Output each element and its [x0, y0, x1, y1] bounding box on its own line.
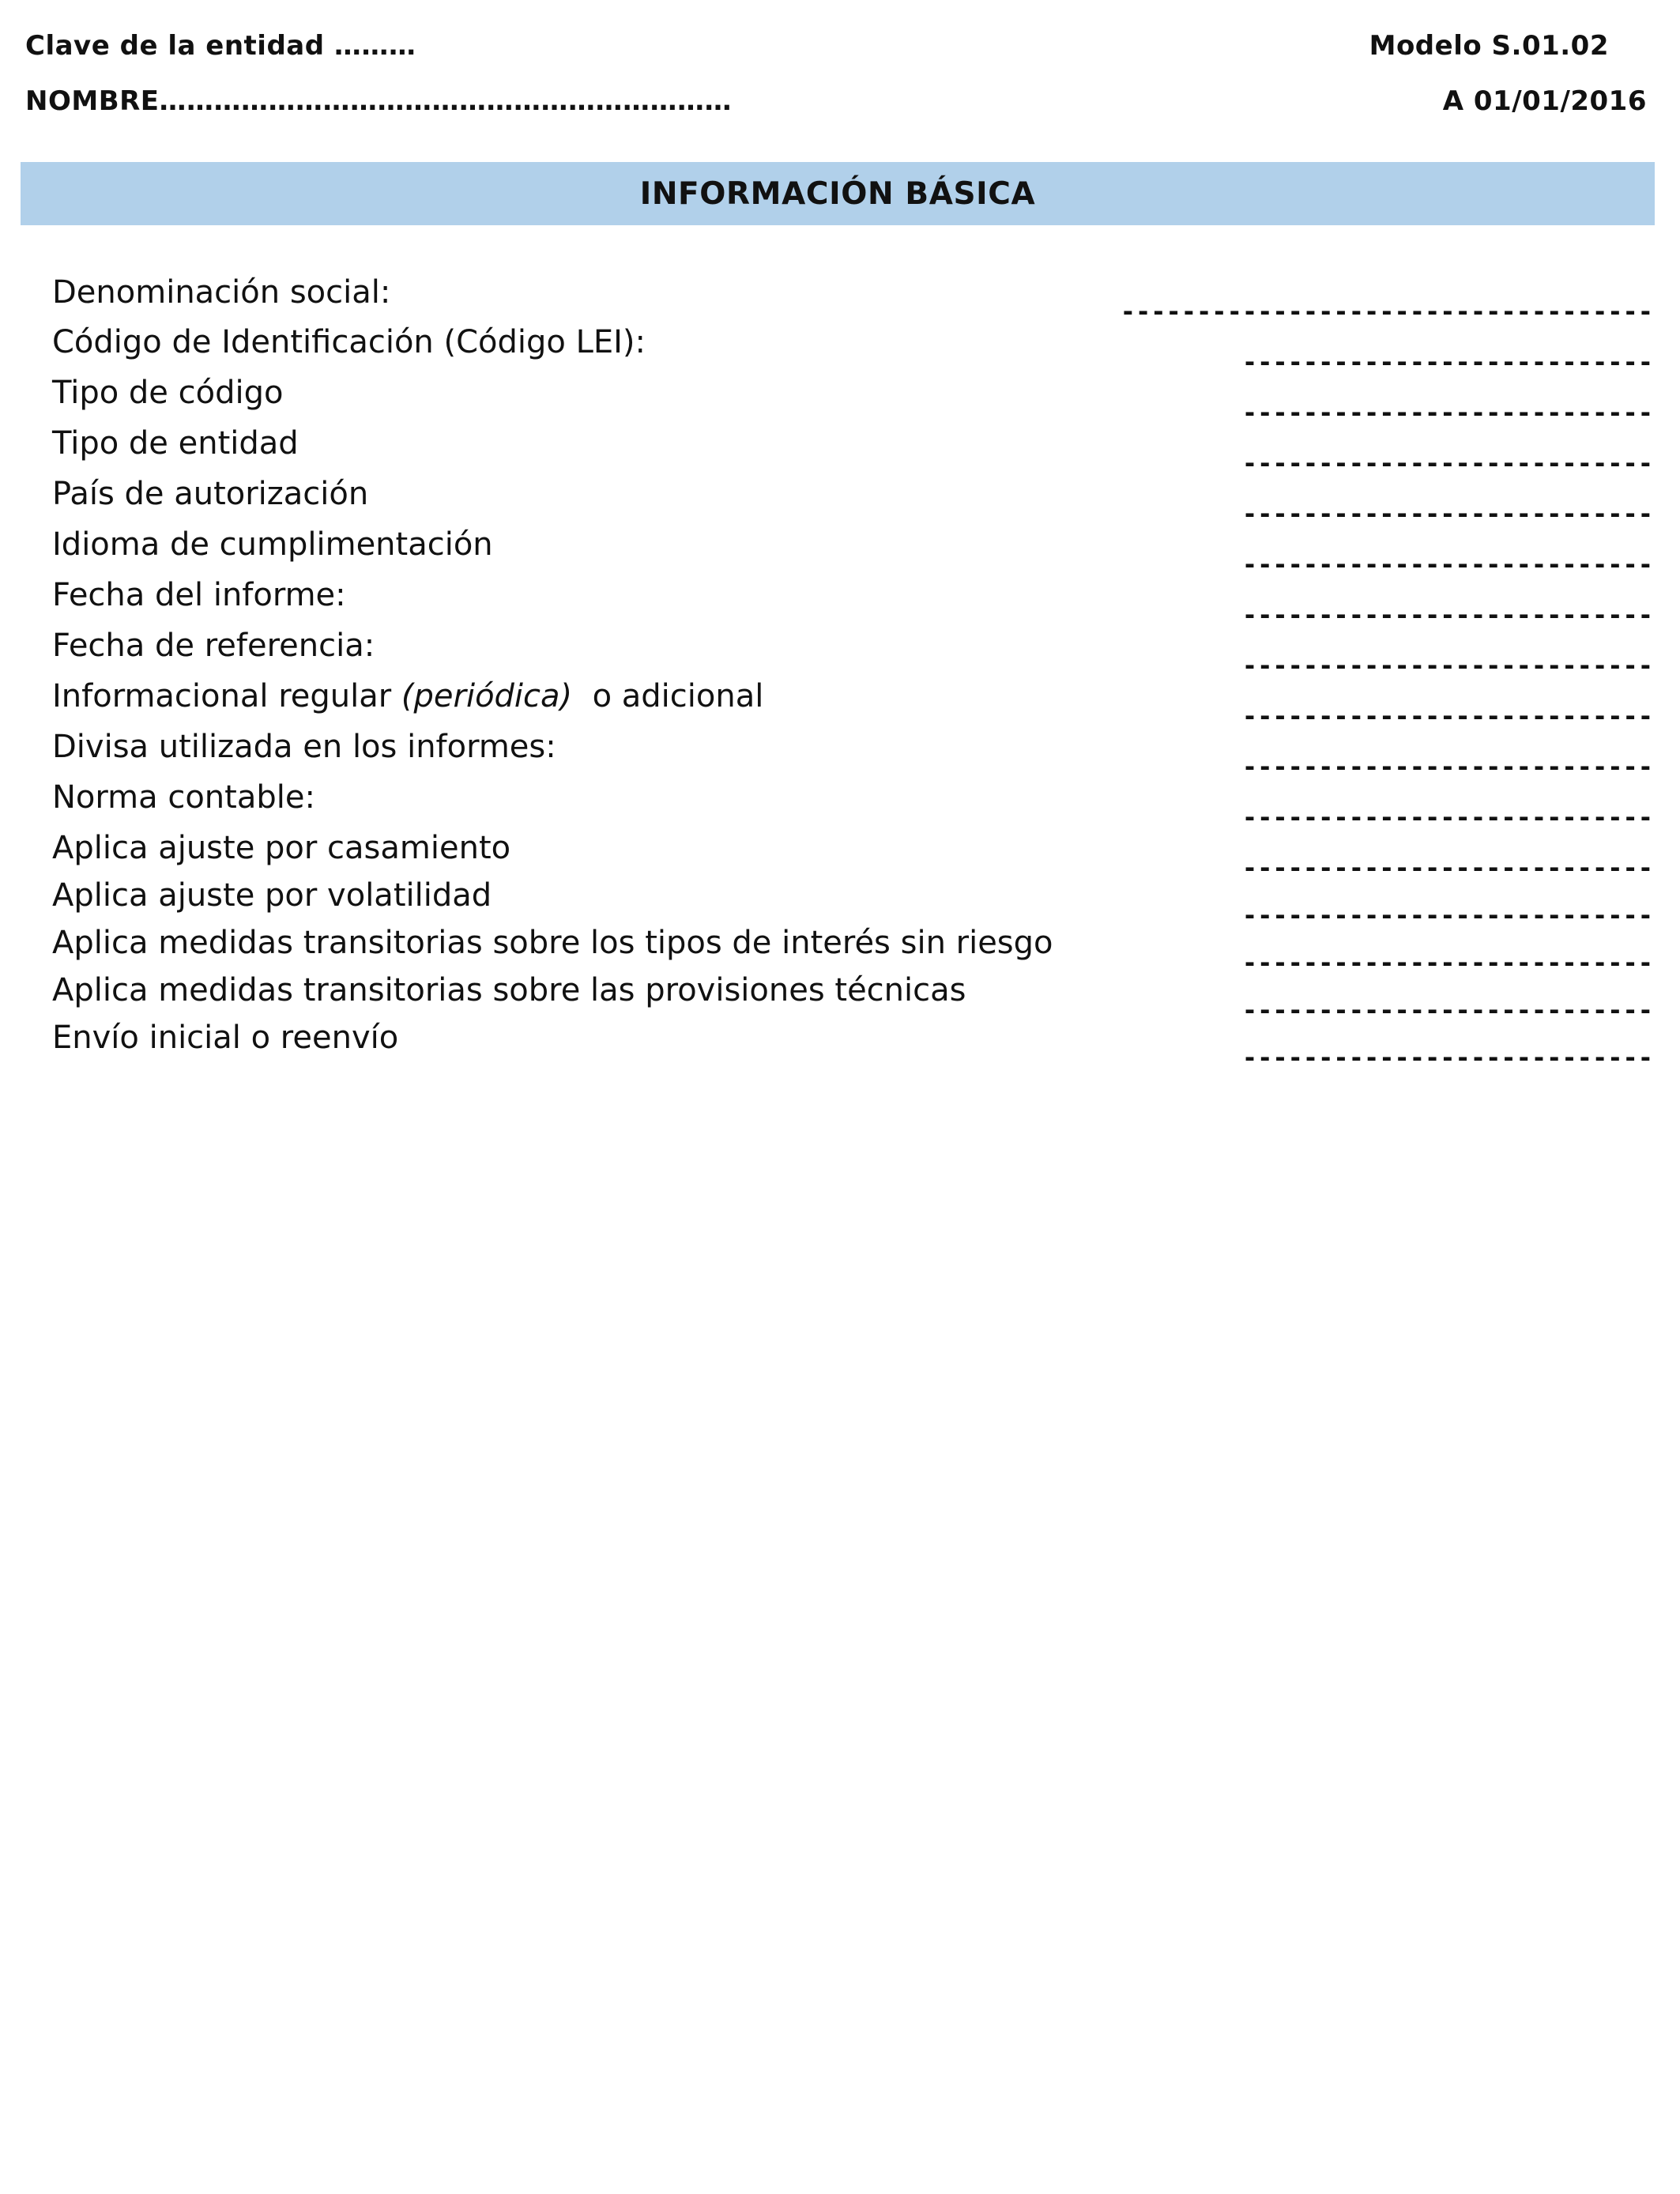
field-label-ajuste-casamiento: Aplica ajuste por casamiento: [52, 830, 511, 866]
field-blank-tipo-codigo: ---------------------------: [1241, 398, 1653, 428]
field-blank-fecha-informe: ---------------------------: [1241, 600, 1653, 630]
field-label-idioma: Idioma de cumplimentación: [52, 526, 493, 563]
section-title: INFORMACIÓN BÁSICA: [639, 175, 1036, 212]
entity-key-label: Clave de la entidad ………: [25, 30, 416, 62]
field-blank-idioma: ---------------------------: [1241, 549, 1653, 579]
field-blank-envio: ---------------------------: [1241, 1042, 1653, 1072]
field-blank-divisa: ---------------------------: [1241, 752, 1653, 782]
entity-name-label: NOMBRE………………………………………………………: [25, 85, 733, 117]
field-blank-tipo-entidad: ---------------------------: [1241, 448, 1653, 478]
field-label-fecha-informe: Fecha del informe:: [52, 577, 346, 613]
field-blank-transitorias-tipos: ---------------------------: [1241, 948, 1653, 978]
field-blank-denominacion: -----------------------------------: [1120, 296, 1653, 326]
field-label-transitorias-tipos: Aplica medidas transitorias sobre los tipos de interés sin riesgo: [52, 925, 1053, 961]
field-label-pais: País de autorización: [52, 476, 369, 512]
field-label-norma-contable: Norma contable:: [52, 779, 315, 816]
field-label-informacional-pre: Informacional regular: [52, 678, 401, 714]
field-label-transitorias-provisiones: Aplica medidas transitorias sobre las provisiones técnicas: [52, 972, 966, 1008]
field-blank-pais: ---------------------------: [1241, 499, 1653, 529]
field-blank-ajuste-casamiento: ---------------------------: [1241, 853, 1653, 883]
field-blank-informacional: ---------------------------: [1241, 701, 1653, 731]
field-label-divisa: Divisa utilizada en los informes:: [52, 729, 556, 765]
field-label-informacional-post: o adicional: [572, 678, 764, 714]
field-blank-norma-contable: ---------------------------: [1241, 802, 1653, 832]
field-label-ajuste-volatilidad: Aplica ajuste por volatilidad: [52, 877, 492, 914]
field-label-informacional-em: (periódica): [401, 678, 573, 714]
field-label-tipo-entidad: Tipo de entidad: [52, 425, 299, 462]
model-code: Modelo S.01.02: [1369, 30, 1609, 62]
field-label-fecha-referencia: Fecha de referencia:: [52, 628, 375, 664]
field-blank-fecha-referencia: ---------------------------: [1241, 650, 1653, 680]
field-blank-ajuste-volatilidad: ---------------------------: [1241, 900, 1653, 930]
report-date: A 01/01/2016: [1442, 85, 1647, 117]
field-label-denominacion: Denominación social:: [52, 274, 391, 311]
field-label-codigo-lei: Código de Identificación (Código LEI):: [52, 324, 646, 360]
field-blank-codigo-lei: ---------------------------: [1241, 347, 1653, 377]
field-blank-transitorias-provisiones: ---------------------------: [1241, 995, 1653, 1025]
field-label-envio: Envío inicial o reenvío: [52, 1020, 399, 1056]
field-label-informacional: [52, 680, 763, 712]
field-label-tipo-codigo: Tipo de código: [52, 375, 284, 411]
